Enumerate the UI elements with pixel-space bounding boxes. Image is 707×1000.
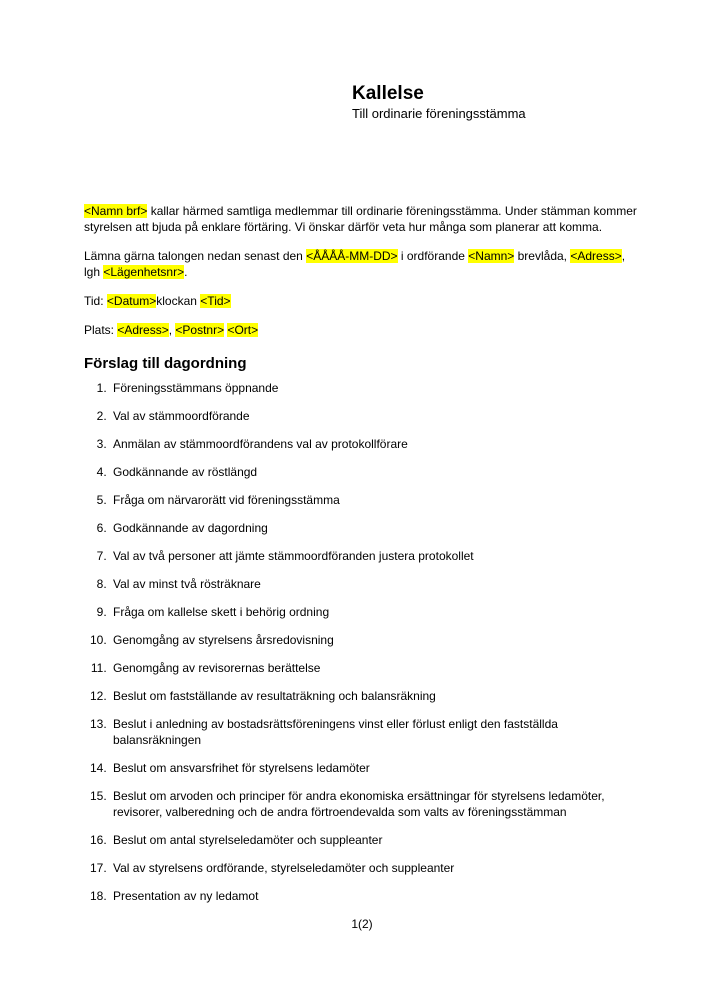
placeholder-highlight: <Namn> — [468, 249, 515, 263]
agenda-item: 11. Genomgång av revisorernas berättelse — [110, 660, 640, 676]
agenda-item: 1. Föreningsstämmans öppnande — [110, 380, 640, 396]
title-block — [352, 82, 526, 122]
placeholder-highlight: <Tid> — [200, 294, 231, 308]
placeholder-highlight: <Namn brf> — [84, 204, 148, 218]
agenda-item: 10. Genomgång av styrelsens årsredovisning — [110, 632, 640, 648]
document-body — [84, 203, 640, 932]
text-run: , lgh — [84, 249, 626, 279]
agenda-item: 14. Beslut om ansvarsfrihet för styrelsens ledamöter — [110, 760, 640, 776]
agenda-item: 8. Val av minst två rösträknare — [110, 576, 640, 592]
text-run: i ordförande — [397, 249, 469, 263]
text-run: , — [168, 323, 176, 337]
text-run: Tid: — [84, 294, 107, 308]
page-title: Kallelse — [352, 83, 424, 104]
intro-paragraph — [84, 203, 640, 235]
agenda-item: 17. Val av styrelsens ordförande, styrelseledamöter och suppleanter — [110, 860, 640, 876]
agenda-item: 18. Presentation av ny ledamot — [110, 888, 640, 904]
text-run: kallar härmed samtliga medlemmar till ordinarie föreningsstämma. Under stämman kommer styrelsen att bjuda på enklare förtäring. Vi önskar därför veta hur många som planerar att komma. — [84, 204, 637, 234]
agenda-item: 12. Beslut om fastställande av resultaträkning och balansräkning — [110, 688, 640, 704]
agenda-heading: Förslag till dagordning — [84, 355, 247, 372]
agenda-item: 3. Anmälan av stämmoordförandens val av protokollförare — [110, 436, 640, 452]
placeholder-highlight: <Ort> — [227, 323, 259, 337]
agenda-item: 16. Beslut om antal styrelseledamöter och suppleanter — [110, 832, 640, 848]
text-run: Plats: — [84, 323, 118, 337]
placeholder-highlight: <ÅÅÅÅ-MM-DD> — [306, 249, 398, 263]
page-subtitle: Till ordinarie föreningsstämma — [352, 106, 526, 121]
text-run: klockan — [156, 294, 201, 308]
placeholder-highlight: <Adress> — [117, 323, 169, 337]
text-run: Lämna gärna talongen nedan senast den — [84, 249, 307, 263]
page-number: 1(2) — [351, 917, 373, 931]
agenda-item: 4. Godkännande av röstlängd — [110, 464, 640, 480]
agenda-item: 5. Fråga om närvarorätt vid föreningsstämma — [110, 492, 640, 508]
placeholder-highlight: <Lägenhetsnr> — [103, 265, 185, 279]
agenda-item: 15. Beslut om arvoden och principer för andra ekonomiska ersättningar för styrelsens ledamöter, revisorer, valberedning och de andra förtroendevalda som valts av föreningsstämman — [110, 788, 640, 820]
text-run: . — [184, 265, 188, 279]
agenda-item: 2. Val av stämmoordförande — [110, 408, 640, 424]
placeholder-highlight: <Datum> — [106, 294, 157, 308]
placeholder-highlight: <Adress> — [570, 249, 622, 263]
talong-paragraph — [84, 248, 640, 280]
agenda-item: 6. Godkännande av dagordning — [110, 520, 640, 536]
agenda-item: 7. Val av två personer att jämte stämmoordföranden justera protokollet — [110, 548, 640, 564]
agenda-list — [84, 380, 640, 904]
time-line — [84, 293, 640, 309]
agenda-item: 9. Fråga om kallelse skett i behörig ordning — [110, 604, 640, 620]
agenda-item: 13. Beslut i anledning av bostadsrättsföreningens vinst eller förlust enligt den fastställda balansräkningen — [110, 716, 640, 748]
placeholder-highlight: <Postnr> — [175, 323, 225, 337]
place-line — [84, 322, 640, 338]
text-run: brevlåda, — [514, 249, 571, 263]
